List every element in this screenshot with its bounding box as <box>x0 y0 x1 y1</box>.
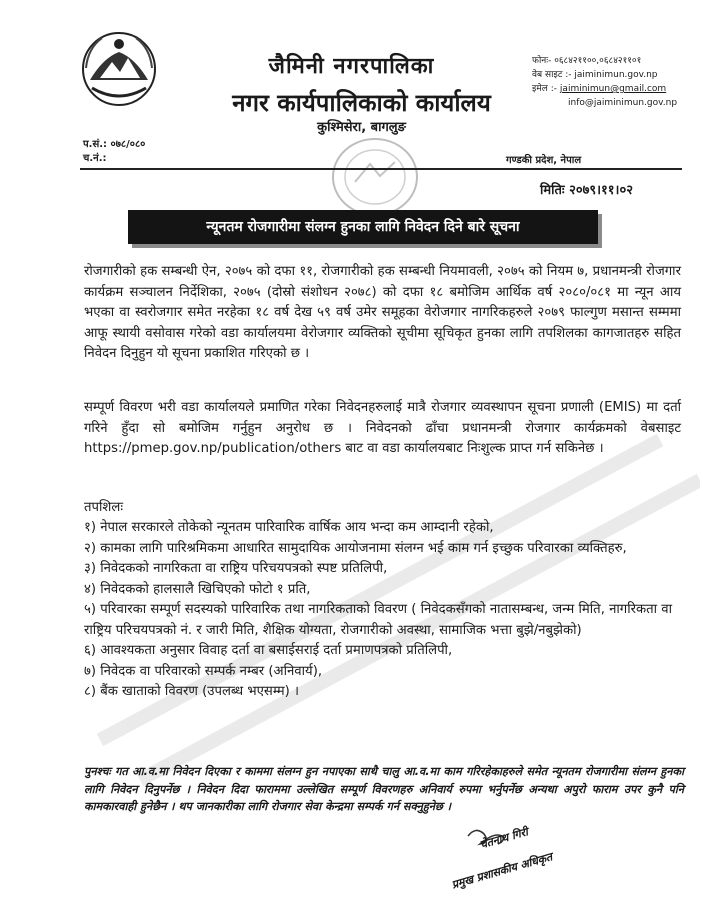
contact-block <box>532 54 702 110</box>
signatory-title: प्रमुख प्रशासकीय अधिकृत <box>450 850 554 892</box>
letter-number: प.सं.: ०७८/०८० <box>83 139 146 150</box>
email-label: इमेल :- <box>532 84 558 94</box>
nepal-emblem-icon <box>78 28 160 110</box>
list-item: ४) निवेदकको हालसालै खिचिएको फोटो १ प्रति, <box>84 581 311 597</box>
email-row <box>532 82 702 96</box>
body-paragraph-2: सम्पूर्ण विवरण भरी वडा कार्यालयले प्रमाणित गरेका निवेदनहरुलाई मात्रै रोजगार व्यवस्थापन सूचना प्रणाली (EMIS) मा दर्ता गरिने हुँदा सो बमोजिम गर्नुहुन अनुरोध छ । निवेदनको ढाँचा प्रधानमन्त्री रोजगार कार्यक्रमको वेबसाइट https://pmep.gov.np/publication/others बाट वा वडा कार्यालयबाट निःशुल्क प्राप्त गर्न सकिनेछ । <box>84 400 681 456</box>
list-item: ७) निवेदक वा परिवारको सम्पर्क नम्बर (अनिवार्य), <box>84 663 323 679</box>
office-address: कुश्मिसेरा, बागलुङ <box>317 120 406 135</box>
notice-title: न्यूनतम रोजगारीमा संलग्न हुनका लागि निवेदन दिने बारे सूचना <box>128 210 598 244</box>
list-item: ५) परिवारका सम्पूर्ण सदस्यको पारिवारिक तथा नागरिकताको विवरण ( निवेदकसँगको नातासम्बन्ध, जन्म मिति, नागरिकता वा राष्ट्रिय परिचयपत्रको नं. र जारी मिति, शैक्षिक योग्यता, रोजगारीको अवस्था, सामाजिक भत्ता बुझे/नबुझेको) <box>84 602 673 638</box>
details-heading: तपशिलः <box>84 500 123 515</box>
signatory-name: चेतनाथ गिरी <box>478 825 530 852</box>
office-name: नगर कार्यपालिकाको कार्यालय <box>232 89 491 117</box>
body-paragraph-1: रोजगारीको हक सम्बन्धी ऐन, २०७५ को दफा ११, रोजगारीको हक सम्बन्धी नियमावली, २०७५ को नियम ७, प्रधानमन्त्री रोजगार कार्यक्रम सञ्चालन निर्देशिका, २०७५ (दोस्रो संशोधन २०७८) को दफा १८ बमोजिम आर्थिक वर्ष २०८०/०८१ मा न्यून आय भएका वा स्वरोजगार समेत नरहेका १८ वर्ष देख ५९ वर्ष उमेर समूहका वेरोजगार नागरिकहरुले २०७९ फाल्गुण मसान्त सम्ममा आफू स्थायी वसोवास गरेको वडा कार्यालयमा वेरोजगार व्यक्तिको सूचीमा सूचिकृत हुनका लागि तपशिलका कागजातहरु सहित निवेदन दिनुहुन यो सूचना प्रकाशित गरिएको छ । <box>84 264 681 361</box>
list-item: ६) आवश्यकता अनुसार विवाह दर्ता वा बसाईसराई दर्ता प्रमाणपत्रको प्रतिलिपी, <box>84 643 453 658</box>
list-item: ८) बैंक खाताको विवरण (उपलब्ध भएसम्म) । <box>84 684 300 699</box>
reference-block <box>83 138 145 166</box>
office-stamp-icon <box>325 132 425 222</box>
notice-date: मितिः २०७९।११।०२ <box>540 183 634 198</box>
organization-name: जैमिनी नगरपालिका <box>268 54 435 79</box>
list-item: ३) निवेदकको नागरिकता वा राष्ट्रिय परिचयपत्रको स्पष्ट प्रतिलिपी, <box>84 561 388 576</box>
website: वेब साइट :- jaiminimun.gov.np <box>532 70 658 80</box>
phone-number: फोनः- ०६८४२११००,०६८४२११०१ <box>532 56 642 66</box>
email-secondary: info@jaiminimun.gov.np <box>568 98 678 108</box>
postscript: पुनश्चः गत आ.व.मा निवेदन दिएका र काममा संलग्न हुन नपाएका साथै चालु आ.व.मा काम गरिरहेकाहरुले समेत न्यूनतम रोजगारीमा संलग्न हुनका लागि निवेदन दिनुपर्नेछ । निवेदन दिदा फाराममा उल्लेखित सम्पूर्ण विवरणहरु अनिवार्य रुपमा भर्नुपर्नेछ अन्यथा अपुरो फाराम उपर कुनै पनि कामकारवाही हुनेछैन । थप जानकारीका लागि रोजगार सेवा केन्द्रमा सम्पर्क गर्न सक्नुहुनेछ । <box>84 765 684 813</box>
email-primary: jaiminimun@gmail.com <box>559 84 667 94</box>
list-item: २) कामका लागि पारिश्रमिकमा आधारित सामुदायिक आयोजनामा संलग्न भई काम गर्न इच्छुक परिवारका व्यक्तिहरु, <box>84 540 627 556</box>
dispatch-number: च.नं.: <box>83 153 107 164</box>
list-item: १) नेपाल सरकारले तोकेको न्यूनतम पारिवारिक वार्षिक आय भन्दा कम आम्दानी रहेको, <box>84 520 494 535</box>
province-label: गण्डकी प्रदेश, नेपाल <box>506 155 582 166</box>
details-list <box>84 518 682 703</box>
header-divider <box>80 168 682 170</box>
